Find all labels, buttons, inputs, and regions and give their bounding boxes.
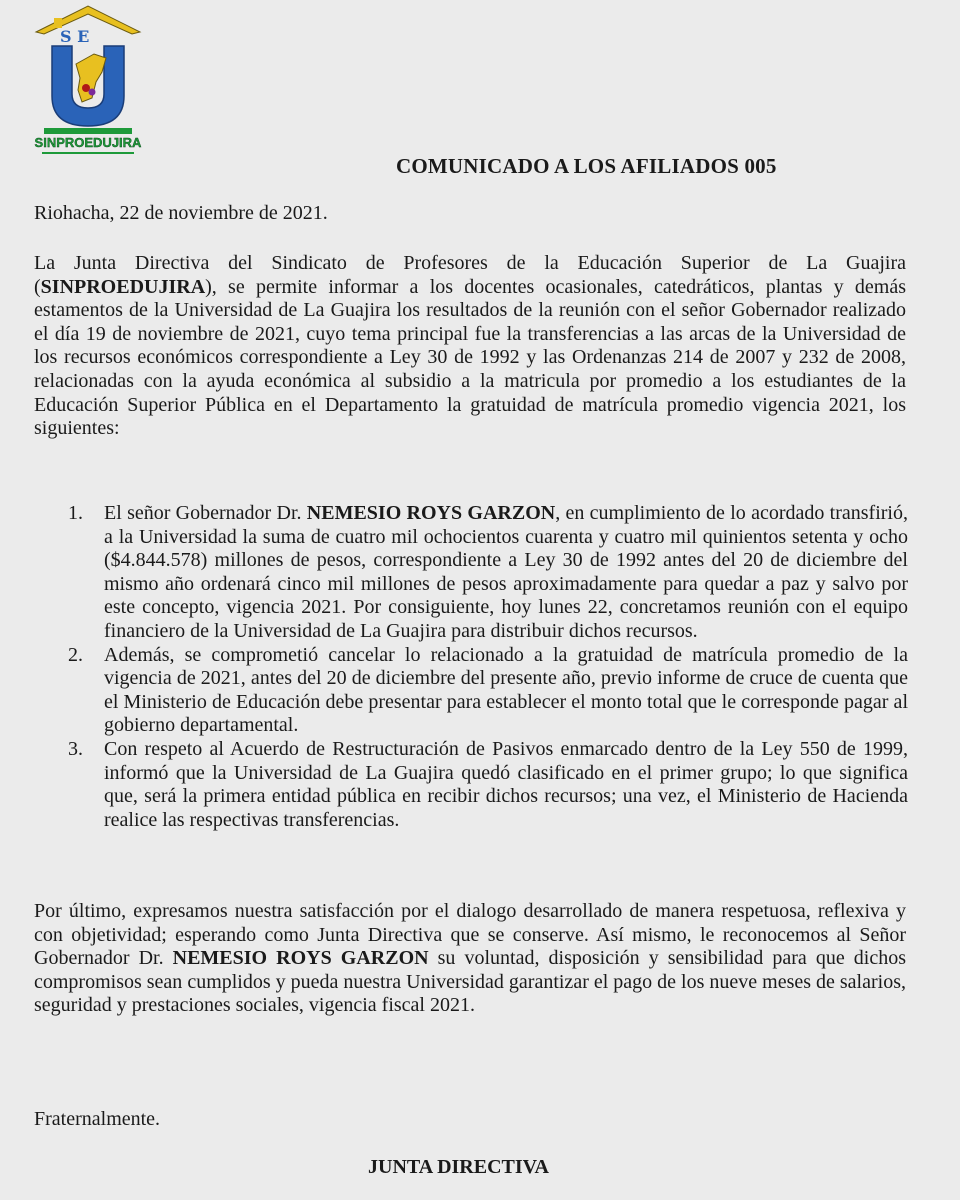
svg-text:S E: S E [60, 27, 90, 46]
list-item: 2. Además, se comprometió cancelar lo relacionado a la gratuidad de matrícula promedio de la vigencia de 2021, antes del 20 de diciembre del presente año, previo informe de cruce de cuenta que el Ministerio de Educación debe presentar para establecer el monto total que le corresponde pagar al gobierno departamental. [68, 643, 908, 737]
list-item: 1. El señor Gobernador Dr. NEMESIO ROYS GARZON, en cumplimiento de lo acordado transfirió, a la Universidad la suma de cuatro mil ochocientos cuarenta y cuatro mil quinientos setenta y ocho ($4.844.578) millones de pesos, correspondiente a Ley 30 de 1992 antes del 20 de diciembre del mismo año ordenará cinco mil millones de pesos aproximadamente para quedar a paz y salvo por este concepto, vigencia 2021. Por consiguiente, hoy lunes 22, concretamos reunión con el equipo financiero de la Universidad de La Guajira para distribuir dichos recursos. [68, 502, 908, 642]
governor-name: NEMESIO ROYS GARZON [172, 947, 429, 970]
closing-paragraph: Por último, expresamos nuestra satisfacción por el dialogo desarrollado de manera respetuosa, reflexiva y con objetividad; esperando como Junta Directiva que se conserve. Así mismo, le reconocemos al Señor Gobernador Dr. NEMESIO ROYS GARZON su voluntad, disposición y sensibilidad para que dichos compromisos sean cumplidos y pueda nuestra Universidad garantizar el pago de los nueve meses de salarios, seguridad y prestaciones sociales, vigencia fiscal 2021. [34, 900, 906, 1017]
salutation: Fraternalmente. [34, 1108, 161, 1130]
svg-text:SINPROEDUJIRA: SINPROEDUJIRA [34, 135, 142, 150]
intro-paragraph: La Junta Directiva del Sindicato de Profesores de la Educación Superior de La Guajira (SINPROEDUJIRA), se permite informar a los docentes ocasionales, catedráticos, plantas y demás estamentos de la Universidad de La Guajira los resultados de la reunión con el señor Gobernador realizado el día 19 de noviembre de 2021, cuyo tema principal fue la transferencias a las arcas de la Universidad de los recursos económicos correspondiente a Ley 30 de 1992 y las Ordenanzas 214 de 2007 y 232 de 2008, relacionadas con la ayuda económica al subsidio a la matricula por promedio a los estudiantes de la Educación Superior Pública en el Departamento la gratuidad de matrícula promedio vigencia 2021, los siguientes: [34, 252, 906, 440]
document-date: Riohacha, 22 de noviembre de 2021. [34, 202, 328, 224]
list-item: 3. Con respeto al Acuerdo de Restructuración de Pasivos enmarcado dentro de la Ley 550 de 1999, informó que la Universidad de La Guajira quedó clasificado en el primer grupo; lo que significa que, será la primera entidad pública en recibir dichos recursos; una vez, el Ministerio de Hacienda realice las respectivas transferencias. [68, 737, 908, 831]
sinproedujira-logo [32, 2, 144, 158]
agreement-list [68, 502, 908, 832]
document-title: COMUNICADO A LOS AFILIADOS 005 [396, 154, 777, 178]
union-name: SINPROEDUJIRA [40, 275, 206, 298]
signature: JUNTA DIRECTIVA [368, 1156, 549, 1178]
governor-name: NEMESIO ROYS GARZON [306, 502, 556, 524]
